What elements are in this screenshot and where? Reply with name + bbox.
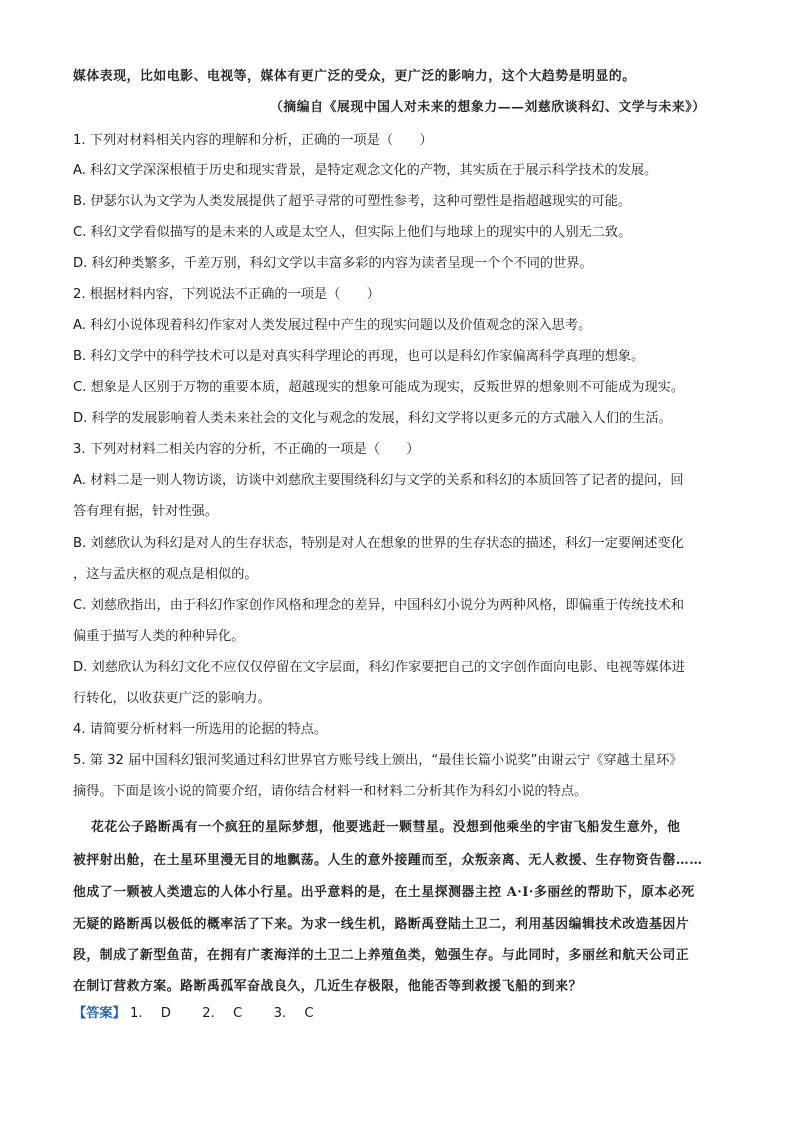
source-citation: （摘编自《展现中国人对未来的想象力——刘慈欣谈科幻、文学与未来》） bbox=[270, 100, 706, 115]
question-3-option-a-cont: 答有理有据，针对性强。 bbox=[73, 504, 219, 519]
question-3-option-c-cont: 偏重于描写人类的种种异化。 bbox=[73, 629, 245, 644]
story-line: 花花公子路断禹有一个疯狂的星际梦想，他要逃赶一颗彗星。没想到他乘坐的宇宙飞船发生意外，他 bbox=[91, 820, 681, 835]
question-3-stem: 3. 下列对材料二相关内容的分析，不正确的一项是（ ） bbox=[73, 442, 420, 457]
question-2-option-c: C. 想象是人区别于万物的重要本质，超越现实的想象可能成为现实，反叛世界的想象则不可能成为现实。 bbox=[73, 380, 685, 395]
question-1-option-c: C. 科幻文学看似描写的是未来的人或是太空人，但实际上他们与地球上的现实中的人别无二致。 bbox=[73, 225, 632, 240]
question-1-option-d: D. 科幻种类繁多，千差万别，科幻文学以丰富多彩的内容为读者呈现一个个不同的世界。 bbox=[73, 256, 593, 271]
question-3-option-d-cont: 行转化，以收获更广泛的影响力。 bbox=[73, 691, 271, 706]
question-3-option-a: A. 材料二是一则人物访谈，访谈中刘慈欣主要围绕科幻与文学的关系和科幻的本质回答了记者的提问，回 bbox=[73, 473, 684, 488]
question-1-option-a: A. 科幻文学深深根植于历史和现实背景，是特定观念文化的产物，其实质在于展示科学技术的发展。 bbox=[73, 163, 658, 178]
answer-tag: 【答案】 bbox=[73, 1006, 126, 1021]
question-1-option-b: B. 伊瑟尔认为文学为人类发展提供了超乎寻常的可塑性参考，这种可塑性是指超越现实的可能。 bbox=[73, 194, 632, 209]
answer-line bbox=[73, 1004, 723, 1024]
story-line: 被抨射出舱，在土星环里漫无目的地飘荡。人生的意外接踵而至，众叛亲离、无人救援、生存物资告罄…… bbox=[73, 853, 703, 868]
story-line: 段，制成了新型鱼苗，在拥有广袤海洋的土卫二上养殖鱼类，勉强生存。与此同时，多丽丝和航天公司正 bbox=[73, 948, 690, 963]
question-3-option-b: B. 刘慈欣认为科幻是对人的生存状态，特别是对人在想象的世界的生存状态的描述，科幻一定要阐述变化 bbox=[73, 536, 684, 551]
question-2-option-b: B. 科幻文学中的科学技术可以是对真实科学理论的再现，也可以是科幻作家偏离科学真理的想象。 bbox=[73, 349, 645, 364]
question-2-option-d: D. 科学的发展影响着人类未来社会的文化与观念的发展，科幻文学将以更多元的方式融入人们的生活。 bbox=[73, 411, 672, 426]
question-4-stem: 4. 请简要分析材料一所选用的论据的特点。 bbox=[73, 722, 328, 737]
passage-line: 媒体表现，比如电影、电视等，媒体有更广泛的受众，更广泛的影响力，这个大趋势是明显的。 bbox=[73, 69, 636, 84]
answer-values: 1. D 2. C 3. C bbox=[129, 1006, 314, 1021]
question-1-stem: 1. 下列对材料相关内容的理解和分析，正确的一项是（ ） bbox=[73, 133, 433, 148]
story-line: 在制订营救方案。路断禹孤军奋战良久，几近生存极限，他能否等到救援飞船的到来？ bbox=[73, 979, 583, 994]
question-5-stem-cont: 摘得。下面是该小说的简要介绍，请你结合材料一和材料二分析其作为科幻小说的特点。 bbox=[73, 784, 588, 799]
story-line: 他成了一颗被人类遗忘的人体小行星。出乎意料的是，在土星探测器主控 A·I·多丽丝的帮助下，原本必死 bbox=[73, 885, 695, 900]
story-line: 无疑的路断禹以极低的概率活了下来。为求一线生机，路断禹登陆土卫二，利用基因编辑技术改造基因片 bbox=[73, 917, 690, 932]
question-3-option-c: C. 刘慈欣指出，由于科幻作家创作风格和理念的差异，中国科幻小说分为两种风格，即偏重于传统技术和 bbox=[73, 598, 685, 613]
question-2-stem: 2. 根据材料内容，下列说法不正确的一项是（ ） bbox=[73, 287, 380, 302]
question-5-stem: 5. 第 32 届中国科幻银河奖通过科幻世界官方账号线上颁出，“最佳长篇小说奖”由谢云宁《穿越土星环》 bbox=[73, 753, 683, 768]
question-3-option-d: D. 刘慈欣认为科幻文化不应仅仅停留在文字层面，科幻作家要把自己的文字创作面向电影、电视等媒体进 bbox=[73, 660, 685, 675]
question-2-option-a: A. 科幻小说体现着科幻作家对人类发展过程中产生的现实问题以及价值观念的深入思考。 bbox=[73, 318, 592, 333]
question-3-option-b-cont: ，这与孟庆枢的观点是相似的。 bbox=[73, 567, 258, 582]
